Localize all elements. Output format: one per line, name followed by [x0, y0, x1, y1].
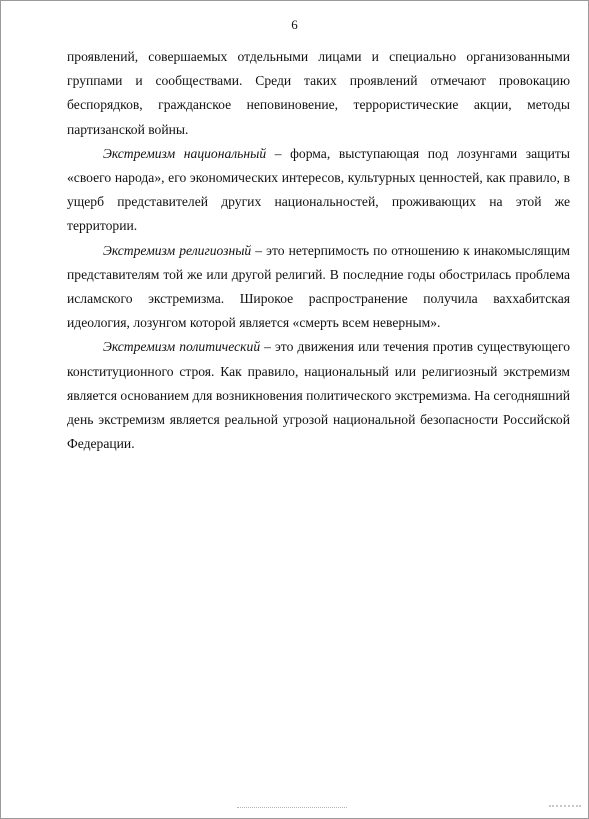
paragraph-political-extremism — [67, 335, 570, 456]
paragraph-religious-extremism — [67, 239, 570, 336]
paragraph-continuation — [67, 45, 570, 142]
term-national-extremism: Экстремизм национальный — [103, 145, 267, 161]
paragraph-national-extremism — [67, 142, 570, 239]
paragraph-text: – форма, выступающая под лозунгами защиты «своего народа», его экономических интересов, культурных ценностей, как правило, в ущерб представителей других национальностей, проживающих на этой же территории. — [67, 145, 570, 234]
term-political-extremism: Экстремизм политический — [103, 339, 261, 355]
page-number: 6 — [291, 17, 298, 32]
scan-artifact-mark — [549, 805, 581, 809]
scan-artifact-line — [237, 807, 347, 809]
paragraph-text: проявлений, совершаемых отдельными лицами и специально организованными группами и сообществами. Среди таких проявлений отмечают провокацию беспорядков, гражданское неповиновение, террористические акции, методы партизанской войны. — [67, 49, 570, 137]
paragraph-text: – это движения или течения против существующего конституционного строя. Как правило, национальный или религиозный экстремизм является основанием для возникновения политического экстремизма. На сегодняшний день экстремизм является реальной угрозой национальной безопасности Российской Федерации. — [67, 339, 570, 452]
paragraph-text: – это нетерпимость по отношению к инакомыслящим представителям той же или другой религий. В последние годы обострилась проблема исламского экстремизма. Широкое распространение получила ваххабитская идеология, лозунгом которой является «смерть всем неверным». — [67, 242, 570, 331]
document-body — [67, 45, 570, 456]
term-religious-extremism: Экстремизм религиозный — [103, 242, 252, 258]
